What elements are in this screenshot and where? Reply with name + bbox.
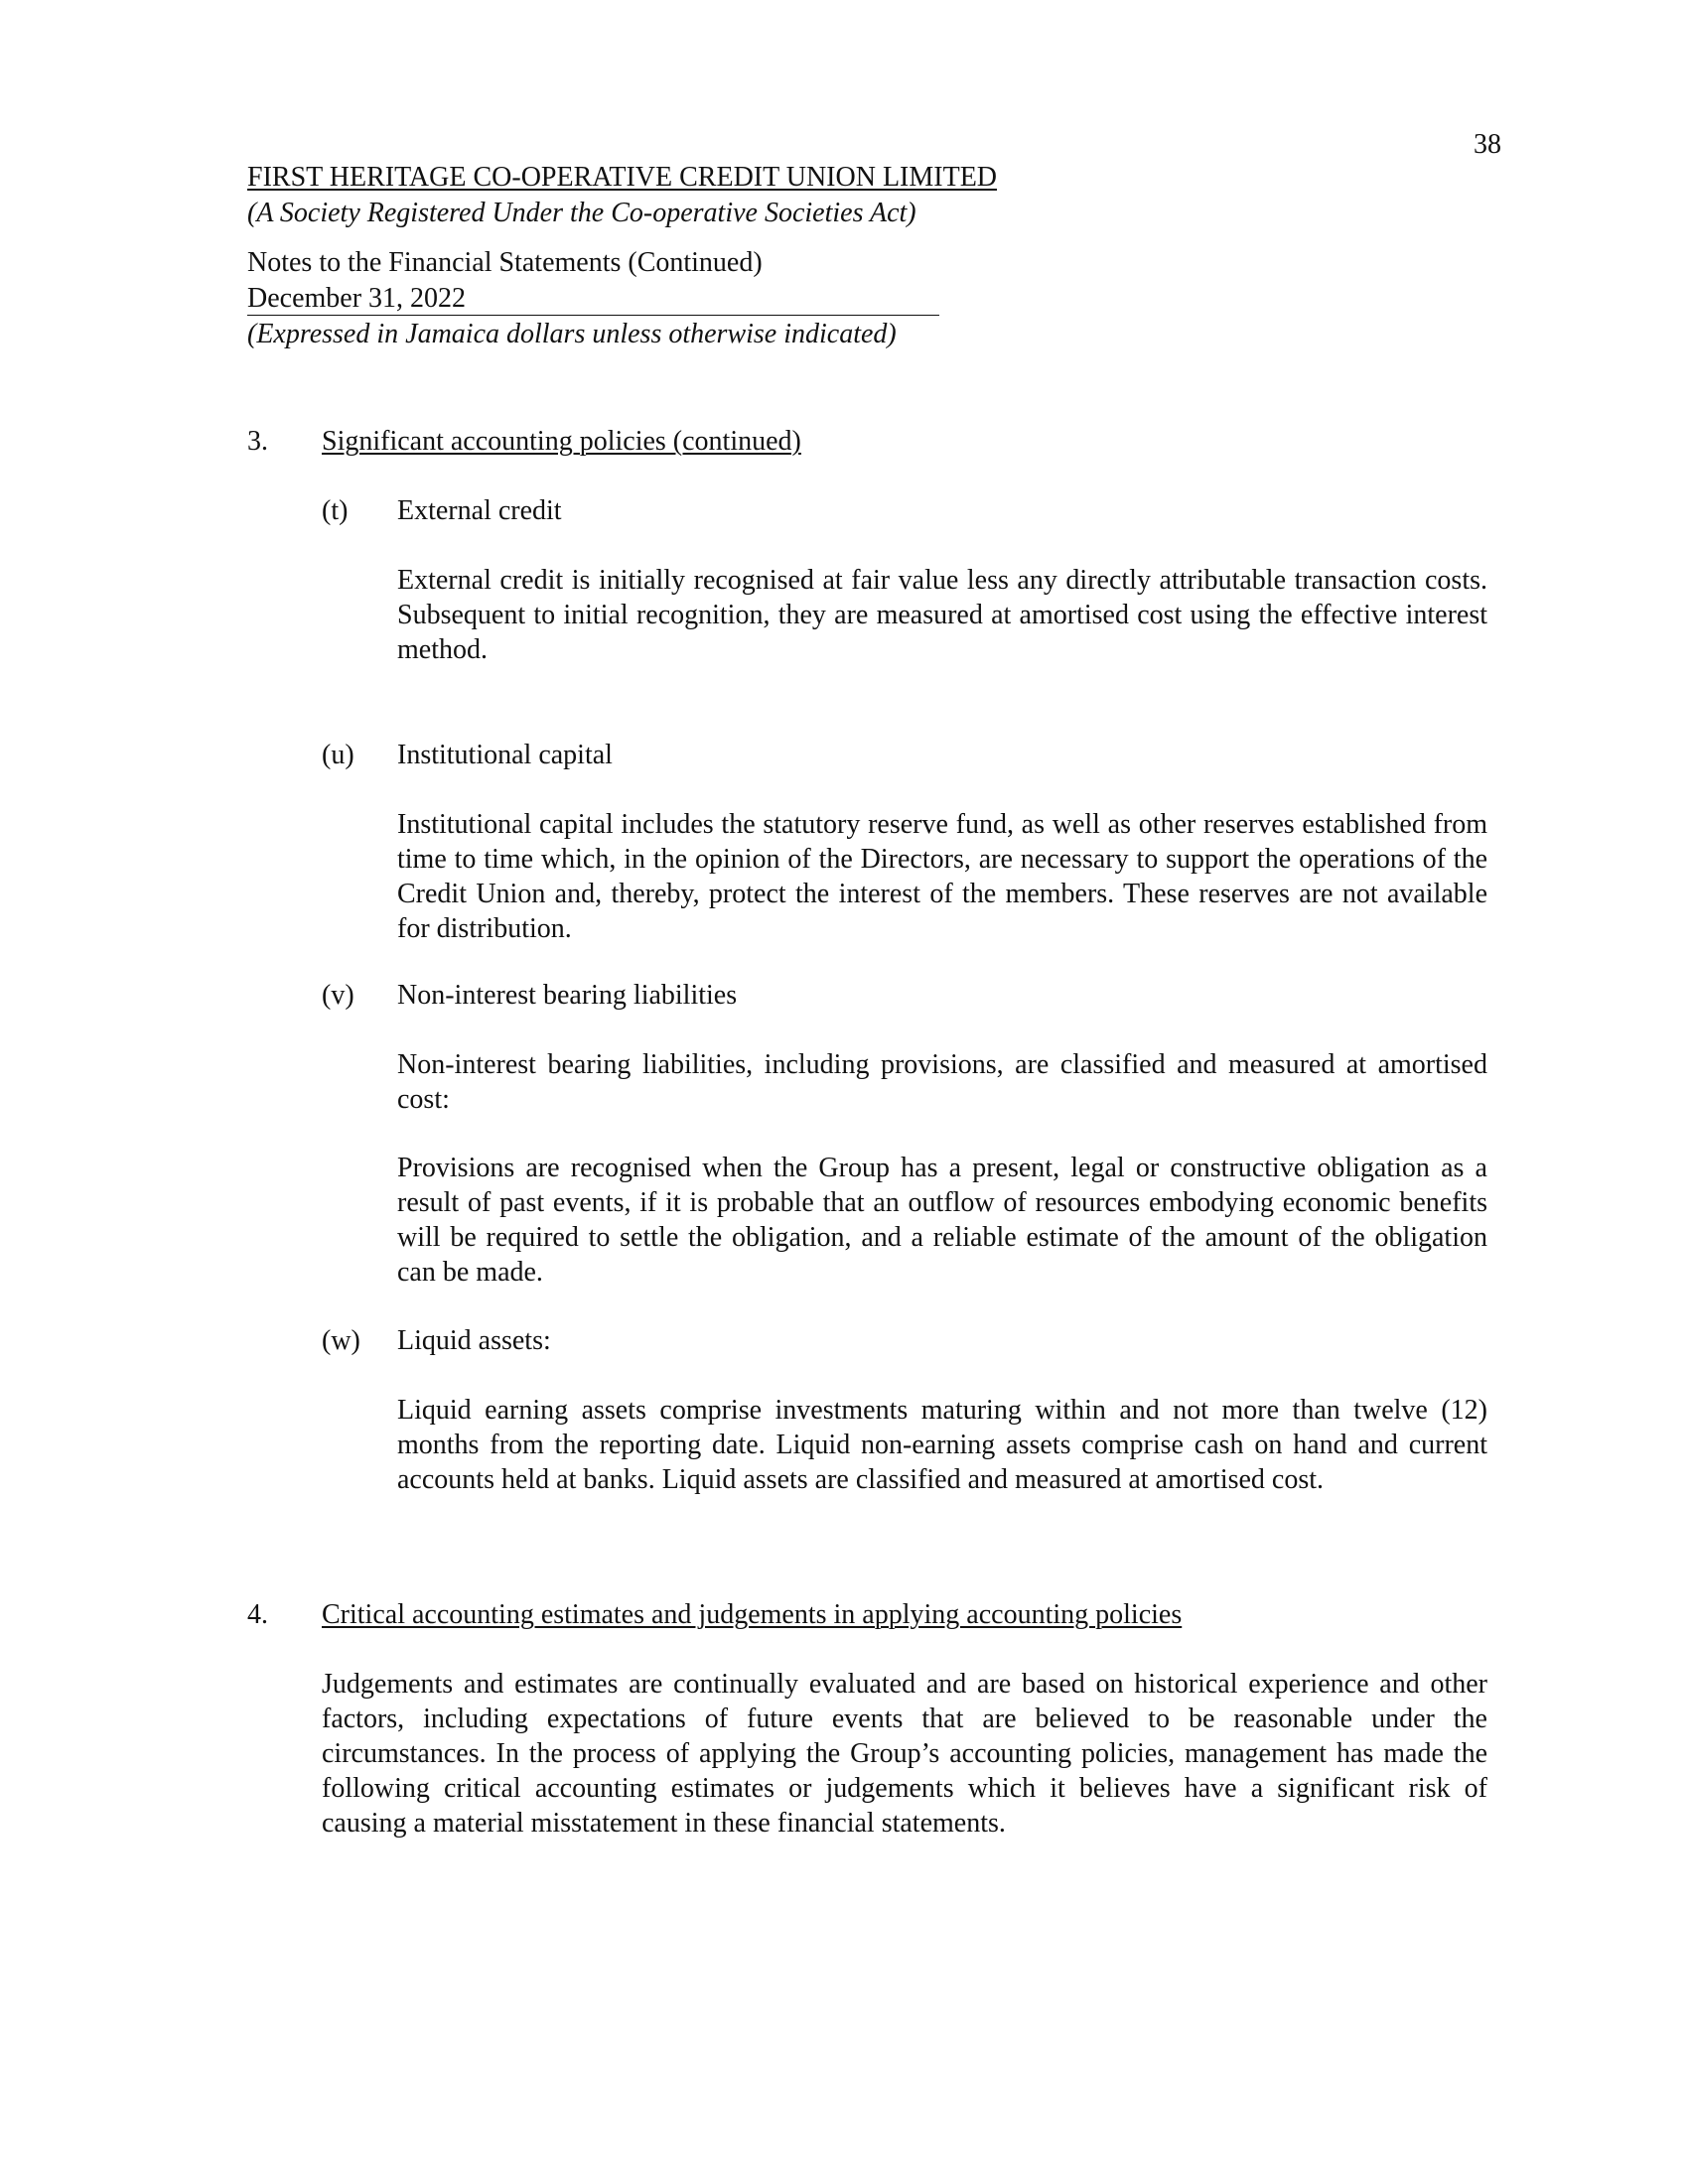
- registration-note: (A Society Registered Under the Co-operative Societies Act): [247, 198, 916, 228]
- item-v-paragraph-1: Non-interest bearing liabilities, including provisions, are classified and measured at amortised cost:: [397, 1049, 1487, 1115]
- item-w-label: (w): [322, 1325, 360, 1356]
- item-t-paragraph: External credit is initially recognised at fair value less any directly attributable transaction costs. Subsequent to initial recognition, they are measured at amortised cost using the effective interest method.: [397, 565, 1487, 665]
- section-4-title: Critical accounting estimates and judgements in applying accounting policies: [322, 1599, 1183, 1630]
- document-header: [247, 160, 1439, 352]
- item-v-label: (v): [322, 980, 354, 1011]
- section-3-number: 3.: [247, 426, 268, 457]
- item-v-paragraph-2: Provisions are recognised when the Group has a present, legal or constructive obligation as a result of past events, if it is probable that an outflow of resources embodying economic benefits will be required to settle the obligation, and a reliable estimate of the amount of the obligation can be made.: [397, 1153, 1487, 1288]
- item-w-title: Liquid assets:: [397, 1325, 551, 1356]
- section-3-title: Significant accounting policies (continued): [322, 426, 801, 457]
- item-u-title: Institutional capital: [397, 740, 613, 770]
- item-t-title: External credit: [397, 495, 562, 526]
- notes-title: Notes to the Financial Statements (Continued): [247, 247, 763, 278]
- company-name: FIRST HERITAGE CO-OPERATIVE CREDIT UNION LIMITED: [247, 162, 998, 193]
- statement-date: December 31, 2022: [247, 282, 939, 316]
- section-4-paragraph: Judgements and estimates are continually evaluated and are based on historical experience and other factors, including expectations of future events that are believed to be reasonable under the circumstances. In the process of applying the Group’s accounting policies, management has made the following critical accounting estimates or judgements which it believes have a significant risk of causing a material misstatement in these financial statements.: [322, 1669, 1487, 1839]
- section-4-number: 4.: [247, 1599, 268, 1630]
- page-number: 38: [1474, 129, 1501, 160]
- currency-note: (Expressed in Jamaica dollars unless otherwise indicated): [247, 319, 897, 349]
- item-u-label: (u): [322, 740, 354, 770]
- item-v-title: Non-interest bearing liabilities: [397, 980, 738, 1011]
- item-w-paragraph: Liquid earning assets comprise investments maturing within and not more than twelve (12) months from the reporting date. Liquid non-earning assets comprise cash on hand and current accounts held at banks. Liquid assets are classified and measured at amortised cost.: [397, 1395, 1487, 1495]
- item-t-label: (t): [322, 495, 349, 526]
- item-u-paragraph: Institutional capital includes the statutory reserve fund, as well as other reserves established from time to time which, in the opinion of the Directors, are necessary to support the operations of the Credit Union and, thereby, protect the interest of the members. These reserves are not available for distribution.: [397, 809, 1487, 944]
